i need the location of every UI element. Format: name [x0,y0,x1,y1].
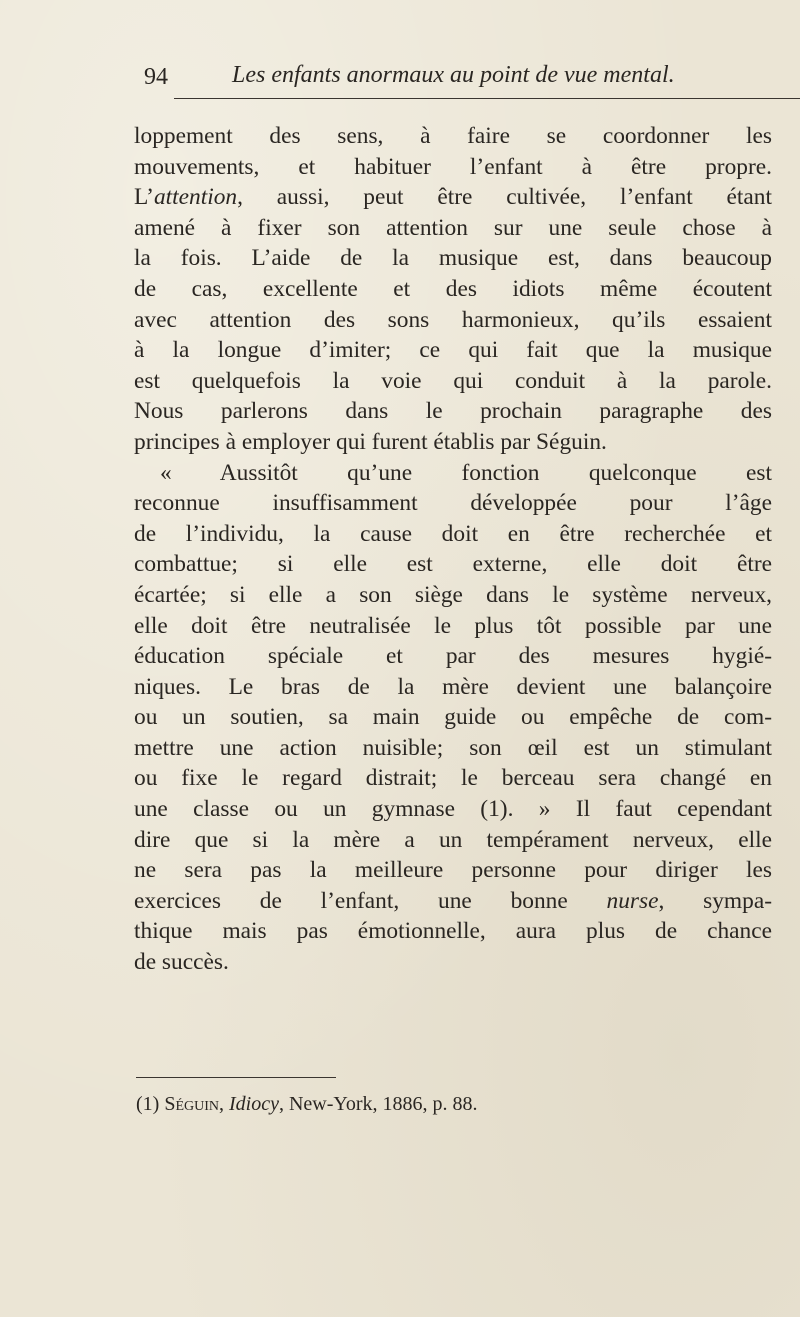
text-line: de cas, excellente et des idiots même écoutent [134,275,772,302]
text-line: ne sera pas la meilleure personne pour diriger les [134,857,772,884]
text-line: éducation spéciale et par des mesures hygié- [134,643,772,670]
body-text [134,121,772,978]
header-rule [174,98,800,99]
footnote-comma: , [219,1093,229,1115]
page-number: 94 [144,64,168,90]
page-header [144,60,752,104]
line-rest: , aussi, peut être cultivée, l’enfant étant [237,184,772,211]
text-line: la fois. L’aide de la musique est, dans beaucoup [134,245,772,272]
text-line: une classe ou un gymnase (1). » Il faut cependant [134,796,772,823]
footnote-work: Idiocy [229,1093,279,1115]
text-line: avec attention des sons harmonieux, qu’ils essaient [134,306,772,333]
text-line: thique mais pas émotionnelle, aura plus de chance [134,918,772,945]
footnote-rest: , New-York, 1886, p. 88. [278,1093,478,1115]
footnote [136,1093,478,1116]
text-line: à la longue d’imiter; ce qui fait que la musique [134,337,772,364]
text-line-with-italic [134,182,772,213]
running-title: Les enfants anormaux au point de vue mental. [232,62,675,88]
footnote-rule [136,1077,336,1078]
text-line: dire que si la mère a un tempérament nerveux, elle [134,826,772,853]
text-line: principes à employer qui furent établis par Séguin. [134,428,607,455]
text-line: loppement des sens, à faire se coordonner les [134,123,772,149]
text-line: écartée; si elle a son siège dans le système nerveux, [134,581,772,608]
text-line: mettre une action nuisible; son œil est un stimulant [134,734,772,761]
text-line: elle doit être neutralisée le plus tôt possible par une [134,612,772,639]
text-line: de l’individu, la cause doit en être recherchée et [134,520,772,547]
text-line: niques. Le bras de la mère devient une balançoire [134,673,772,700]
text-line: Nous parlerons dans le prochain paragraphe des [134,398,772,425]
footnote-author: Séguin [164,1093,219,1115]
text-line: ou un soutien, sa main guide ou empêche de com- [134,704,772,731]
line-rest: , sympa- [658,887,772,914]
footnote-marker: (1) [136,1093,160,1115]
italic-term-nurse: nurse [606,887,659,914]
text-line: « Aussitôt qu’une fonction quelconque est [160,459,772,486]
line-start: exercices de l’enfant, une bonne [134,887,607,914]
text-line: est quelquefois la voie qui conduit à la parole. [134,367,772,394]
text-line: amené à fixer son attention sur une seule chose à [134,214,772,241]
text-line: de succès. [134,949,229,976]
text-line-with-italic [134,886,772,917]
italic-prefix: L’ [134,184,154,211]
text-line: combattue; si elle est externe, elle doit être [134,551,772,578]
text-line: mouvements, et habituer l’enfant à être propre. [134,153,772,180]
text-line: reconnue insuffisamment développée pour l’âge [134,490,772,517]
italic-term-attention: attention [153,184,238,211]
text-line: ou fixe le regard distrait; le berceau sera changé en [134,765,772,792]
